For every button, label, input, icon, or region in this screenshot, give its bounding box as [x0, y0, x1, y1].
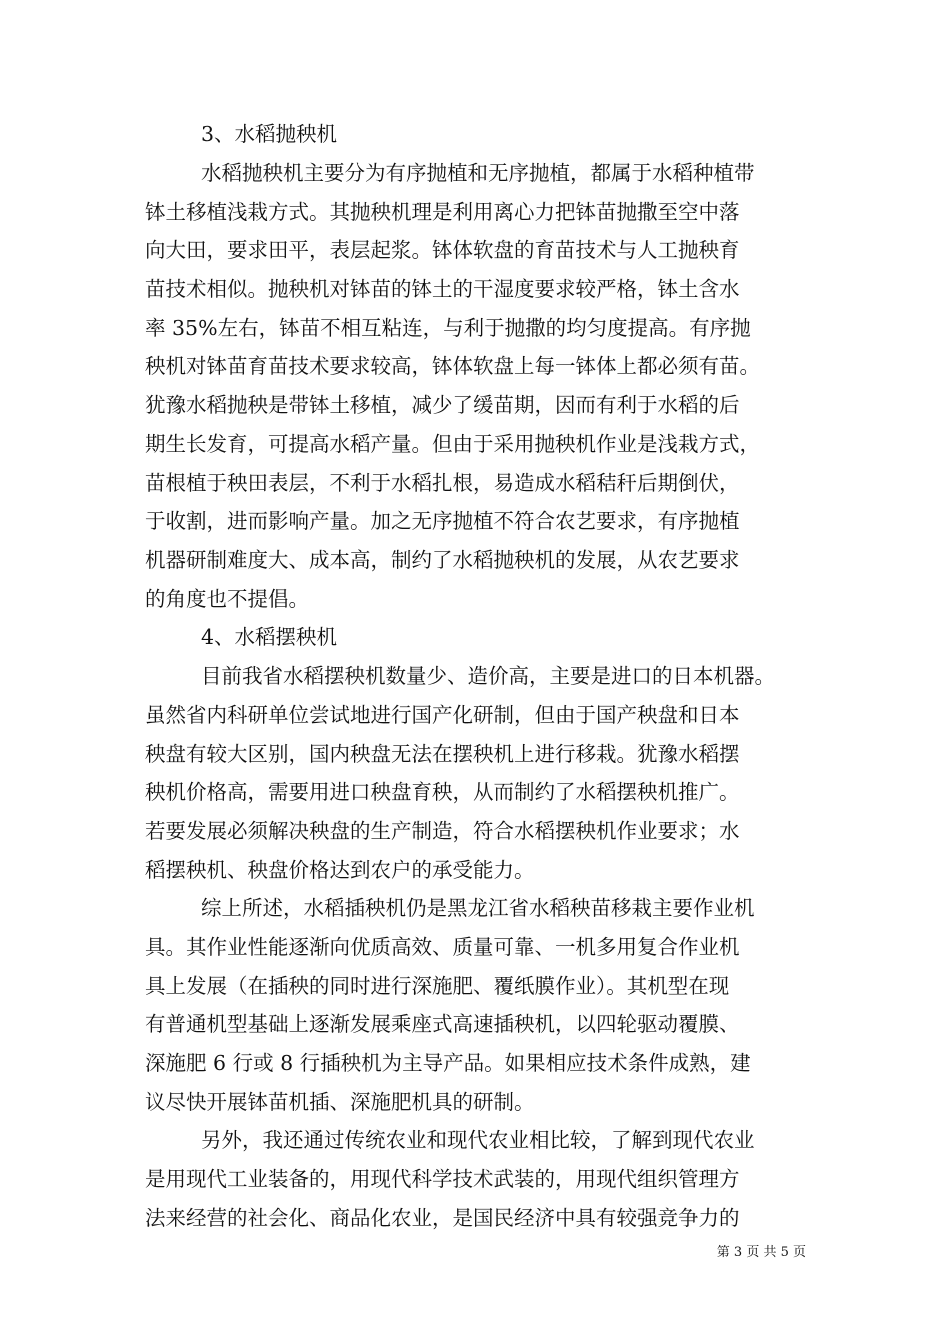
paragraph-line: 水稻抛秧机主要分为有序抛植和无序抛植，都属于水稻种植带	[201, 161, 755, 185]
paragraph-line: 综上所述，水稻插秧机仍是黑龙江省水稻秧苗移栽主要作业机	[201, 896, 755, 920]
section-heading: 3、水稻抛秧机	[201, 122, 338, 146]
paragraph-line: 秧机对钵苗育苗技术要求较高，钵体软盘上每一钵体上都必须有苗。	[145, 354, 760, 378]
paragraph-line: 有普通机型基础上逐渐发展乘座式高速插秧机，以四轮驱动覆膜、	[145, 1012, 740, 1036]
paragraph-line: 具。其作业性能逐渐向优质高效、质量可靠、一机多用复合作业机	[145, 935, 740, 959]
paragraph-line: 犹豫水稻抛秧是带钵土移植，减少了缓苗期，因而有利于水稻的后	[145, 393, 740, 417]
paragraph-line: 议尽快开展钵苗机插、深施肥机具的研制。	[145, 1090, 535, 1114]
paragraph-line: 期生长发育，可提高水稻产量。但由于采用抛秧机作业是浅栽方式，	[145, 432, 760, 456]
paragraph-line: 苗技术相似。抛秧机对钵苗的钵土的干湿度要求较严格，钵土含水	[145, 277, 740, 301]
paragraph-line: 另外，我还通过传统农业和现代农业相比较，了解到现代农业	[201, 1128, 755, 1152]
paragraph-line: 深施肥 6 行或 8 行插秧机为主导产品。如果相应技术条件成熟，建	[145, 1051, 751, 1075]
paragraph-line: 法来经营的社会化、商品化农业，是国民经济中具有较强竞争力的	[145, 1206, 740, 1230]
paragraph-line: 虽然省内科研单位尝试地进行国产化研制，但由于国产秧盘和日本	[145, 703, 740, 727]
paragraph-line: 向大田，要求田平，表层起浆。钵体软盘的育苗技术与人工抛秧育	[145, 238, 740, 262]
paragraph-line: 苗根植于秧田表层，不利于水稻扎根，易造成水稻秸秆后期倒伏，	[145, 471, 740, 495]
paragraph-line: 于收割，进而影响产量。加之无序抛植不符合农艺要求，有序抛植	[145, 509, 740, 533]
paragraph-line: 若要发展必须解决秧盘的生产制造，符合水稻摆秧机作业要求；水	[145, 819, 740, 843]
paragraph-line: 秧机价格高，需要用进口秧盘育秧，从而制约了水稻摆秧机推广。	[145, 780, 740, 804]
paragraph-line: 稻摆秧机、秧盘价格达到农户的承受能力。	[145, 858, 535, 882]
paragraph-line: 的角度也不提倡。	[145, 587, 309, 611]
paragraph-line: 秧盘有较大区别，国内秧盘无法在摆秧机上进行移栽。犹豫水稻摆	[145, 742, 740, 766]
paragraph-line: 具上发展（在插秧的同时进行深施肥、覆纸膜作业）。其机型在现	[145, 974, 730, 998]
paragraph-line: 是用现代工业装备的，用现代科学技术武装的，用现代组织管理方	[145, 1167, 740, 1191]
paragraph-line: 率 35%左右，钵苗不相互粘连，与利于抛撒的均匀度提高。有序抛	[145, 316, 751, 340]
page-number: 第 3 页 共 5 页	[716, 1245, 806, 1260]
paragraph-line: 机器研制难度大、成本高，制约了水稻抛秧机的发展，从农艺要求	[145, 548, 740, 572]
paragraph-line: 目前我省水稻摆秧机数量少、造价高，主要是进口的日本机器。	[201, 664, 775, 688]
paragraph-line: 钵土移植浅栽方式。其抛秧机理是利用离心力把钵苗抛撒至空中落	[145, 200, 740, 224]
section-heading: 4、水稻摆秧机	[201, 625, 338, 649]
